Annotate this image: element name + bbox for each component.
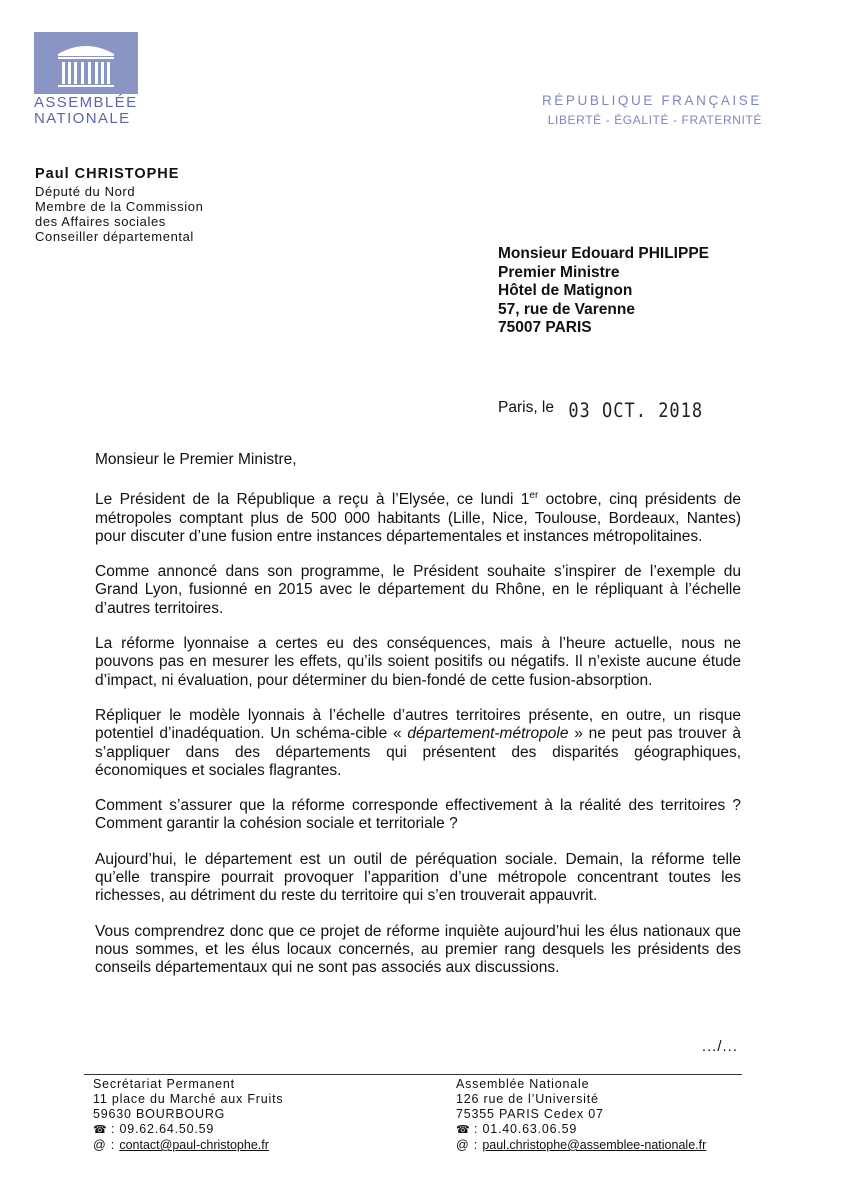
logo-line-1: ASSEMBLÉE <box>34 94 138 111</box>
paragraph-4-end: » ne peut pas trouver à s’appliquer dans des départements qui présentent des disparités géographiques, économiques et sociales flagrantes. <box>95 725 741 779</box>
footer-email-link[interactable]: contact@paul-christophe.fr <box>119 1138 269 1152</box>
footer-line: 11 place du Marché aux Fruits <box>93 1092 284 1106</box>
republique-francaise-header <box>542 93 762 127</box>
paragraph-4-start: Répliquer le modèle lyonnais à l’échelle d’autres territoires présente, en outre, un risque potentiel d’inadéquation. Un schéma-cible « <box>95 706 741 743</box>
republique-line: RÉPUBLIQUE FRANÇAISE <box>541 93 762 108</box>
sender-title-line: Conseiller départemental <box>35 229 194 244</box>
footer-email-link[interactable]: paul.christophe@assemblee-nationale.fr <box>482 1138 707 1152</box>
salutation: Monsieur le Premier Ministre, <box>95 451 297 468</box>
date-stamp: 03 OCT. 2018 <box>568 399 704 423</box>
footer-line: 59630 BOURBOURG <box>93 1107 226 1121</box>
emphasis-term: département-métropole <box>407 725 569 743</box>
ordinal-superscript: er <box>529 490 539 502</box>
footer-left-address <box>93 1077 283 1153</box>
paragraph-1 <box>95 491 741 546</box>
paragraph-6: Aujourd’hui, le département est un outil de péréquation sociale. Demain, la réforme telle qu’elle transpire pourrait provoquer l’apparition d’une métropole concentrant toutes les richesses, au détriment du reste du territoire qui s’en trouverait appauvrit. <box>95 850 741 905</box>
sender-title-line: des Affaires sociales <box>35 214 166 229</box>
footer-email: @ : paul.christophe@assemblee-nationale.fr <box>456 1138 707 1152</box>
footer-line: 75355 PARIS Cedex 07 <box>456 1107 604 1121</box>
footer-phone-number: : 09.62.64.50.59 <box>110 1122 215 1136</box>
at-icon: @ <box>456 1138 470 1152</box>
hemicycle-icon <box>34 32 138 94</box>
continued-marker: .../... <box>701 1038 738 1055</box>
sender-name: Paul CHRISTOPHE <box>35 166 180 182</box>
paragraph-3: La réforme lyonnaise a certes eu des conséquences, mais à l’heure actuelle, nous ne pouvons pas en mesurer les effets, qu’ils soient positifs ou négatifs. Il n’existe aucune étude d’impact, ni évaluation, pour déterminer du bien-fondé de cette fusion-absorption. <box>95 635 741 689</box>
footer-phone-number: : 01.40.63.06.59 <box>473 1122 578 1136</box>
recipient-line: Premier Ministre <box>498 263 620 281</box>
footer-right-address <box>456 1077 706 1153</box>
letter-date <box>498 397 704 423</box>
paragraph-4 <box>95 707 741 780</box>
logo-text <box>34 95 144 127</box>
sender-block <box>35 167 203 244</box>
footer-email: @ : contact@paul-christophe.fr <box>93 1138 269 1152</box>
paragraph-1-start: Le Président de la République a reçu à l’Elysée, ce lundi 1 <box>95 491 530 509</box>
paragraph-7: Vous comprendrez donc que ce projet de réforme inquiète aujourd’hui les élus nationaux que nous sommes, et les élus locaux concernés, au premier rang desquels les présidents des conseils départementaux qui ne sont pas associés aux discussions. <box>95 922 741 977</box>
recipient-line: 57, rue de Varenne <box>498 300 635 318</box>
phone-icon: ☎ <box>93 1124 107 1136</box>
footer-line: Assemblée Nationale <box>456 1077 590 1091</box>
paragraph-5: Comment s’assurer que la réforme corresponde effectivement à la réalité des territoires ? Comment garantir la cohésion sociale et territoriale ? <box>95 797 741 833</box>
recipient-address <box>498 245 709 338</box>
paragraph-1-end: octobre, cinq présidents de métropoles comptant plus de 500 000 habitants (Lille, Nice, Toulouse, Bordeaux, Nantes) pour discuter d’une fusion entre instances départementales et instances métropolitaines. <box>95 491 741 545</box>
footer-phone <box>93 1122 283 1138</box>
footer-divider <box>84 1074 742 1075</box>
footer-line: 126 rue de l’Université <box>456 1092 599 1106</box>
recipient-line: Hôtel de Matignon <box>498 282 633 299</box>
date-place: Paris, le <box>498 399 554 416</box>
phone-icon: ☎ <box>456 1124 470 1136</box>
logo-line-2: NATIONALE <box>34 110 131 127</box>
devise-line: LIBERTÉ - ÉGALITÉ - FRATERNITÉ <box>547 113 762 127</box>
assemblee-nationale-logo <box>34 32 138 94</box>
recipient-line: 75007 PARIS <box>498 319 592 336</box>
footer-phone <box>456 1122 706 1138</box>
at-icon: @ <box>93 1138 107 1152</box>
paragraph-2: Comme annoncé dans son programme, le Président souhaite s’inspirer de l’exemple du Grand Lyon, fusionné en 2015 avec le département du Rhône, en le répliquant à l’échelle d’autres territoires. <box>95 563 741 617</box>
sender-title-line: Député du Nord <box>35 184 136 199</box>
recipient-line: Monsieur Edouard PHILIPPE <box>498 245 709 262</box>
letter-body <box>95 451 741 995</box>
footer-line: Secrétariat Permanent <box>93 1077 235 1091</box>
sender-title-line: Membre de la Commission <box>35 199 204 214</box>
